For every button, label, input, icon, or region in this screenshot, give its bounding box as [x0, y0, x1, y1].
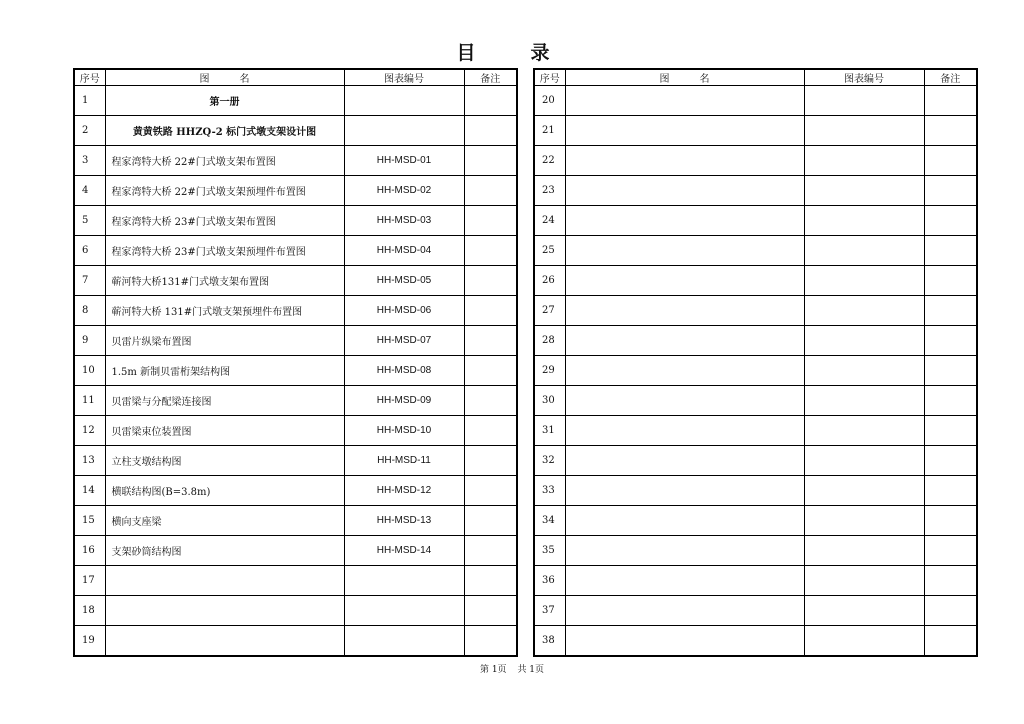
row-index: 13 — [74, 446, 105, 476]
row-index: 30 — [534, 386, 565, 416]
table-row — [74, 386, 517, 416]
row-code — [344, 626, 464, 656]
row-code — [804, 176, 924, 206]
row-index: 31 — [534, 416, 565, 446]
row-index: 34 — [534, 506, 565, 536]
table-row — [534, 206, 977, 236]
table-row — [74, 356, 517, 386]
table-row — [74, 596, 517, 626]
header-row — [534, 69, 977, 86]
toc-table-right — [533, 68, 978, 657]
row-index: 18 — [74, 596, 105, 626]
row-remark — [464, 236, 517, 266]
row-remark — [464, 506, 517, 536]
row-remark — [464, 416, 517, 446]
row-code — [804, 626, 924, 656]
row-name — [565, 236, 804, 266]
table-row — [74, 176, 517, 206]
table-row — [74, 506, 517, 536]
row-code: HH-MSD-04 — [344, 236, 464, 266]
row-remark — [924, 266, 977, 296]
row-code — [804, 146, 924, 176]
row-remark — [924, 476, 977, 506]
row-index: 14 — [74, 476, 105, 506]
row-name: 黄黄铁路 HHZQ-2 标门式墩支架设计图 — [105, 116, 344, 146]
row-index: 2 — [74, 116, 105, 146]
row-code — [804, 356, 924, 386]
row-remark — [924, 116, 977, 146]
row-index: 35 — [534, 536, 565, 566]
row-code — [804, 476, 924, 506]
table-row — [534, 356, 977, 386]
header-index: 序号 — [534, 69, 565, 86]
row-remark — [924, 176, 977, 206]
table-row — [534, 86, 977, 116]
row-remark — [464, 566, 517, 596]
row-name: 贝雷梁束位装置图 — [105, 416, 344, 446]
row-index: 12 — [74, 416, 105, 446]
row-index: 32 — [534, 446, 565, 476]
row-index: 11 — [74, 386, 105, 416]
row-index: 7 — [74, 266, 105, 296]
row-name: 横联结构图(B=3.8m) — [105, 476, 344, 506]
table-row — [74, 566, 517, 596]
table-row — [74, 446, 517, 476]
row-name — [565, 506, 804, 536]
row-index: 5 — [74, 206, 105, 236]
row-code — [344, 596, 464, 626]
row-code: HH-MSD-08 — [344, 356, 464, 386]
row-name — [565, 536, 804, 566]
header-code: 图表编号 — [344, 69, 464, 86]
row-index: 24 — [534, 206, 565, 236]
row-index: 8 — [74, 296, 105, 326]
row-remark — [464, 626, 517, 656]
row-name — [105, 626, 344, 656]
row-remark — [924, 326, 977, 356]
table-row — [534, 116, 977, 146]
row-name — [565, 206, 804, 236]
row-code — [804, 266, 924, 296]
row-code: HH-MSD-03 — [344, 206, 464, 236]
row-remark — [924, 86, 977, 116]
table-row — [74, 146, 517, 176]
table-row — [74, 266, 517, 296]
row-index: 15 — [74, 506, 105, 536]
table-row — [534, 506, 977, 536]
row-index: 26 — [534, 266, 565, 296]
table-row — [534, 626, 977, 656]
table-row — [534, 176, 977, 206]
header-name: 图 名 — [565, 69, 804, 86]
row-remark — [924, 416, 977, 446]
row-index: 3 — [74, 146, 105, 176]
table-row — [74, 296, 517, 326]
row-remark — [464, 86, 517, 116]
row-code — [344, 566, 464, 596]
header-code: 图表编号 — [804, 69, 924, 86]
row-name: 立柱支墩结构图 — [105, 446, 344, 476]
table-row — [534, 386, 977, 416]
table-row — [74, 206, 517, 236]
table-row — [74, 476, 517, 506]
row-remark — [924, 386, 977, 416]
row-name: 蕲河特大桥131#门式墩支架布置图 — [105, 266, 344, 296]
header-remark: 备注 — [464, 69, 517, 86]
row-name: 程家湾特大桥 23#门式墩支架布置图 — [105, 206, 344, 236]
table-row — [74, 416, 517, 446]
row-remark — [924, 146, 977, 176]
row-code: HH-MSD-13 — [344, 506, 464, 536]
row-name: 第一册 — [105, 86, 344, 116]
row-code — [804, 416, 924, 446]
row-remark — [464, 116, 517, 146]
header-name: 图 名 — [105, 69, 344, 86]
row-remark — [464, 356, 517, 386]
row-name: 1.5m 新制贝雷桁架结构图 — [105, 356, 344, 386]
row-remark — [464, 296, 517, 326]
row-code — [804, 596, 924, 626]
page-number: 第 1页 — [479, 665, 507, 675]
row-name — [565, 326, 804, 356]
row-remark — [924, 206, 977, 236]
table-row — [534, 296, 977, 326]
row-code — [804, 566, 924, 596]
row-name — [105, 566, 344, 596]
toc-table-left — [73, 68, 518, 657]
row-name: 程家湾特大桥 23#门式墩支架预埋件布置图 — [105, 236, 344, 266]
row-remark — [924, 236, 977, 266]
row-name: 横向支座梁 — [105, 506, 344, 536]
row-name — [565, 266, 804, 296]
row-index: 21 — [534, 116, 565, 146]
row-code: HH-MSD-05 — [344, 266, 464, 296]
table-row — [534, 416, 977, 446]
row-code: HH-MSD-12 — [344, 476, 464, 506]
table-row — [74, 536, 517, 566]
row-code: HH-MSD-09 — [344, 386, 464, 416]
table-row — [74, 326, 517, 356]
row-remark — [924, 626, 977, 656]
table-row — [534, 146, 977, 176]
row-name: 程家湾特大桥 22#门式墩支架预埋件布置图 — [105, 176, 344, 206]
row-code — [804, 506, 924, 536]
row-code — [804, 536, 924, 566]
header-index: 序号 — [74, 69, 105, 86]
row-name — [565, 446, 804, 476]
row-name: 贝雷梁与分配梁连接图 — [105, 386, 344, 416]
row-remark — [464, 326, 517, 356]
row-index: 23 — [534, 176, 565, 206]
row-index: 9 — [74, 326, 105, 356]
row-name — [105, 596, 344, 626]
row-index: 33 — [534, 476, 565, 506]
row-remark — [924, 356, 977, 386]
row-name — [565, 176, 804, 206]
row-index: 25 — [534, 236, 565, 266]
row-code — [804, 206, 924, 236]
row-index: 29 — [534, 356, 565, 386]
row-name — [565, 416, 804, 446]
row-name: 蕲河特大桥 131#门式墩支架预埋件布置图 — [105, 296, 344, 326]
table-row — [534, 236, 977, 266]
row-code — [804, 116, 924, 146]
row-remark — [924, 506, 977, 536]
row-remark — [924, 596, 977, 626]
row-index: 10 — [74, 356, 105, 386]
row-code — [804, 326, 924, 356]
row-name — [565, 596, 804, 626]
row-remark — [464, 536, 517, 566]
row-remark — [924, 536, 977, 566]
row-code — [804, 296, 924, 326]
row-remark — [924, 566, 977, 596]
row-name — [565, 86, 804, 116]
row-remark — [464, 146, 517, 176]
header-row — [74, 69, 517, 86]
row-code: HH-MSD-06 — [344, 296, 464, 326]
row-code — [804, 446, 924, 476]
row-index: 19 — [74, 626, 105, 656]
row-name: 程家湾特大桥 22#门式墩支架布置图 — [105, 146, 344, 176]
row-code: HH-MSD-10 — [344, 416, 464, 446]
row-name: 贝雷片纵梁布置图 — [105, 326, 344, 356]
table-row — [534, 326, 977, 356]
row-code — [804, 86, 924, 116]
row-code — [344, 116, 464, 146]
row-index: 27 — [534, 296, 565, 326]
row-code: HH-MSD-02 — [344, 176, 464, 206]
row-remark — [464, 446, 517, 476]
row-name — [565, 386, 804, 416]
row-index: 17 — [74, 566, 105, 596]
row-index: 1 — [74, 86, 105, 116]
row-code — [344, 86, 464, 116]
table-row — [534, 446, 977, 476]
table-row — [74, 116, 517, 146]
row-remark — [464, 596, 517, 626]
table-row — [534, 536, 977, 566]
table-row — [534, 476, 977, 506]
header-remark: 备注 — [924, 69, 977, 86]
row-name — [565, 116, 804, 146]
page-title: 目 录 — [456, 42, 568, 64]
row-index: 4 — [74, 176, 105, 206]
row-code — [804, 236, 924, 266]
row-index: 28 — [534, 326, 565, 356]
row-code: HH-MSD-07 — [344, 326, 464, 356]
row-index: 22 — [534, 146, 565, 176]
page-total: 共 1页 — [517, 665, 545, 675]
row-name: 支架砂筒结构图 — [105, 536, 344, 566]
table-row — [534, 596, 977, 626]
row-remark — [464, 176, 517, 206]
row-index: 36 — [534, 566, 565, 596]
table-row — [74, 236, 517, 266]
row-remark — [924, 446, 977, 476]
row-name — [565, 626, 804, 656]
page-footer — [0, 662, 1024, 675]
row-remark — [464, 476, 517, 506]
table-row — [534, 566, 977, 596]
row-name — [565, 476, 804, 506]
table-row — [74, 86, 517, 116]
row-name — [565, 566, 804, 596]
row-index: 20 — [534, 86, 565, 116]
row-name — [565, 296, 804, 326]
row-index: 37 — [534, 596, 565, 626]
row-remark — [464, 206, 517, 236]
row-name — [565, 356, 804, 386]
row-name — [565, 146, 804, 176]
row-code — [804, 386, 924, 416]
row-index: 16 — [74, 536, 105, 566]
row-remark — [464, 266, 517, 296]
row-code: HH-MSD-11 — [344, 446, 464, 476]
table-row — [534, 266, 977, 296]
row-remark — [924, 296, 977, 326]
row-code: HH-MSD-01 — [344, 146, 464, 176]
row-code: HH-MSD-14 — [344, 536, 464, 566]
row-index: 38 — [534, 626, 565, 656]
row-index: 6 — [74, 236, 105, 266]
row-remark — [464, 386, 517, 416]
table-row — [74, 626, 517, 656]
